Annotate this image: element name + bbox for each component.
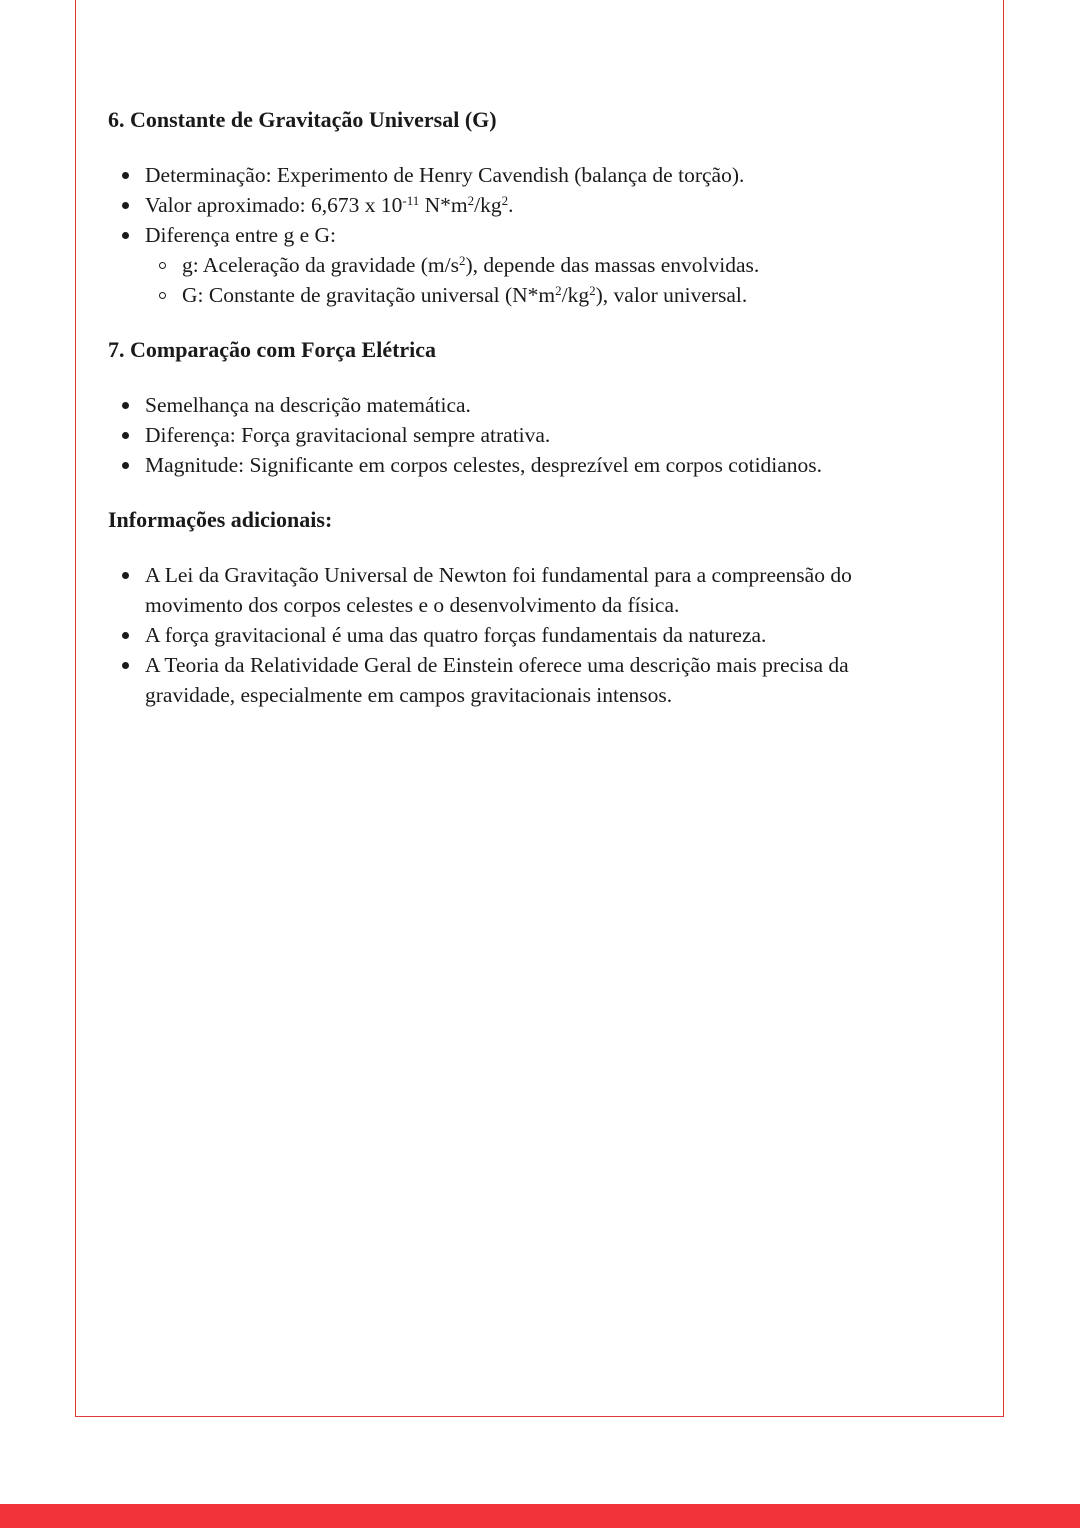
diferenca-sublist bbox=[145, 250, 928, 310]
list-item: Semelhança na descrição matemática. bbox=[145, 390, 928, 420]
section-6-list bbox=[108, 160, 928, 310]
list-item: Magnitude: Significante em corpos celestes, desprezível em corpos cotidianos. bbox=[145, 450, 928, 480]
section-6-heading: 6. Constante de Gravitação Universal (G) bbox=[108, 107, 497, 132]
sublist-item-g: g: Aceleração da gravidade $(m/s^2)$, depende das massas envolvidas. bbox=[182, 250, 928, 280]
list-item: A força gravitacional é uma das quatro forças fundamentais da natureza. bbox=[145, 620, 928, 650]
bottom-accent-bar bbox=[0, 1504, 1080, 1528]
list-item-determinacao: Determinação: Experimento de Henry Cavendish (balança de torção). bbox=[145, 160, 928, 190]
section-7-heading: 7. Comparação com Força Elétrica bbox=[108, 337, 437, 362]
list-item-valor-aproximado: Valor aproximado: 6,673 x $10^{-11}$ $N*m^2/kg^2$. bbox=[145, 190, 928, 220]
list-item-diferenca: Diferença entre g e G: g: Aceleração da gravidade $(m/s^2)$, depende das massas envolvidas. G: Constante de gravitação universal $(N*m^2/kg^2)$, valor universal. bbox=[145, 220, 928, 310]
sublist-item-G: G: Constante de gravitação universal $(N*m^2/kg^2)$, valor universal. bbox=[182, 280, 928, 310]
list-item: A Teoria da Relatividade Geral de Einstein oferece uma descrição mais precisa da gravidade, especialmente em campos gravitacionais intensos. bbox=[145, 650, 928, 710]
info-list bbox=[108, 560, 928, 710]
document-content bbox=[108, 102, 928, 732]
list-item: A Lei da Gravitação Universal de Newton foi fundamental para a compreensão do movimento dos corpos celestes e o desenvolvimento da física. bbox=[145, 560, 928, 620]
info-heading: Informações adicionais: bbox=[108, 507, 333, 532]
list-item: Diferença: Força gravitacional sempre atrativa. bbox=[145, 420, 928, 450]
section-7-list bbox=[108, 390, 928, 480]
